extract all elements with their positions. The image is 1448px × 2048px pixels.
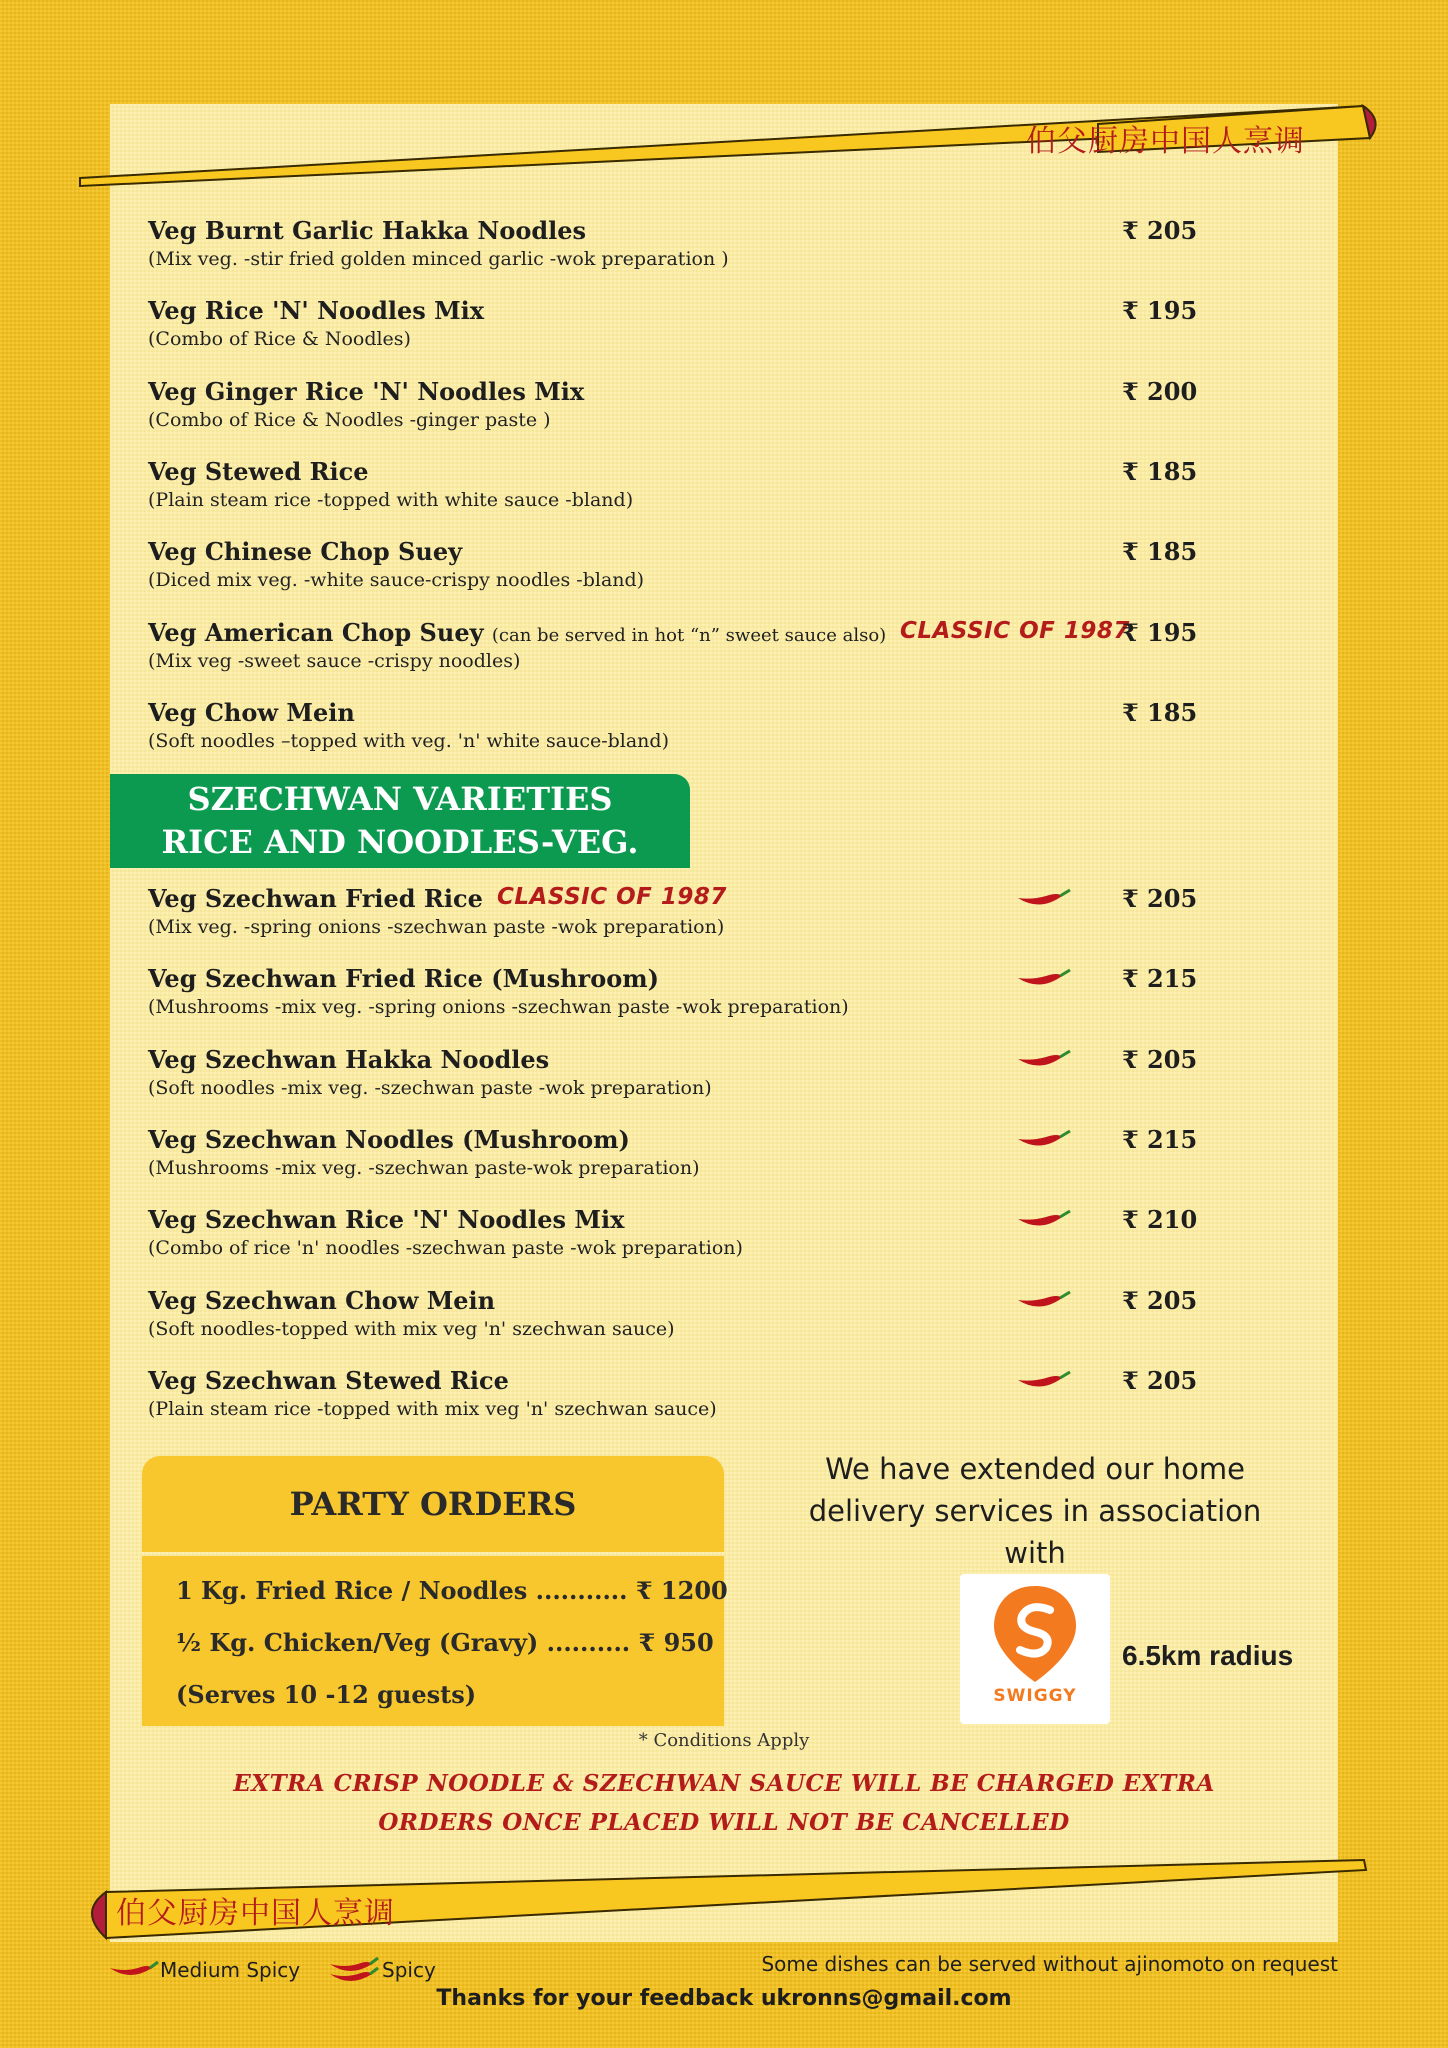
item-price: ₹ 215 (1122, 1124, 1198, 1154)
item-price: ₹ 210 (1122, 1205, 1198, 1235)
item-description: (Mix veg -sweet sauce -crispy noodles) (148, 649, 521, 672)
item-description: (Soft noodles –topped with veg. 'n' white sauce-bland) (148, 729, 669, 752)
item-price: ₹ 205 (1122, 884, 1198, 913)
item-description: (Mix veg. -stir fried golden minced garlic -wok preparation ) (148, 248, 729, 270)
item-price: ₹ 205 (1122, 216, 1198, 245)
item-price: ₹ 200 (1122, 376, 1198, 406)
chili-icon (1016, 1290, 1072, 1314)
chili-icon (1016, 1370, 1072, 1394)
item-name: Veg Stewed Rice (148, 456, 369, 486)
chili-icon (1016, 888, 1072, 912)
legend-medium-spicy: Medium Spicy (160, 1958, 301, 1982)
menu-item (148, 216, 1198, 280)
menu-item (148, 537, 1198, 601)
classic-badge: CLASSIC OF 1987 (900, 617, 1130, 644)
item-price: ₹ 195 (1122, 617, 1198, 647)
feedback-note: Thanks for your feedback ukronns@gmail.com (436, 1986, 1012, 2011)
item-price: ₹ 205 (1122, 1285, 1198, 1315)
item-price: ₹ 195 (1122, 296, 1198, 326)
item-name: Veg Rice 'N' Noodles Mix (148, 296, 485, 326)
section-banner-szechwan (110, 774, 690, 868)
item-name: Veg Szechwan Fried Rice (Mushroom) (148, 964, 659, 994)
item-description: (Mix veg. -spring onions -szechwan paste -wok preparation) (148, 916, 725, 938)
item-description: (Combo of Rice & Noodles) (148, 328, 411, 351)
item-name: Veg Szechwan Chow Mein (148, 1285, 496, 1315)
swiggy-pin-icon (960, 1574, 1110, 1684)
menu-item (148, 964, 1198, 1028)
item-name: Veg Ginger Rice 'N' Noodles Mix (148, 376, 585, 406)
item-name: Veg Szechwan Noodles (Mushroom) (148, 1124, 630, 1154)
menu-item (148, 1125, 1198, 1189)
menu-item (148, 1045, 1198, 1109)
item-price: ₹ 185 (1122, 456, 1198, 486)
item-price: ₹ 215 (1122, 964, 1198, 994)
item-description: (Soft noodles-topped with mix veg 'n' szechwan sauce) (148, 1317, 675, 1340)
item-name: Veg Szechwan Rice 'N' Noodles Mix (148, 1205, 625, 1235)
chili-icon (1016, 1049, 1072, 1073)
legend-spicy: Spicy (382, 1958, 436, 1982)
item-name: Veg Chow Mein (148, 697, 355, 727)
menu-item (148, 1205, 1198, 1269)
footer-chinese-title: 伯父厨房中国人烹调 (116, 1896, 395, 1931)
section-title-line1: SZECHWAN VARIETIES (187, 780, 613, 818)
item-name: Veg Burnt Garlic Hakka Noodles (148, 216, 587, 245)
item-description: (Soft noodles -mix veg. -szechwan paste -wok preparation) (148, 1076, 712, 1099)
menu-item (148, 698, 1198, 762)
chili-icon (1016, 968, 1072, 992)
party-orders-body (142, 1556, 728, 1726)
item-name: Veg Szechwan Stewed Rice (148, 1365, 509, 1395)
conditions-note: * Conditions Apply (638, 1730, 810, 1751)
menu-item (148, 1366, 1198, 1430)
item-description: (Diced mix veg. -white sauce-crispy noodles -bland) (148, 569, 645, 592)
item-description: (Mushrooms -mix veg. -szechwan paste-wok preparation) (148, 1156, 700, 1179)
menu-item (148, 618, 1198, 682)
swiggy-logo (960, 1574, 1110, 1724)
menu-item (148, 377, 1198, 441)
menu-item (148, 884, 1198, 948)
ajinomoto-note: Some dishes can be served without ajinomoto on request (761, 1952, 1338, 1976)
party-line-gravy: ½ Kg. Chicken/Veg (Gravy) .......... ₹ 950 (176, 1628, 714, 1657)
item-name: Veg Szechwan Fried Rice (148, 884, 483, 913)
item-note: (can be served in hot “n” sweet sauce also) (491, 624, 887, 646)
party-line-rice: 1 Kg. Fried Rice / Noodles ........... ₹ 1200 (176, 1576, 728, 1605)
delivery-text: We have extended our home delivery services in association with (808, 1452, 1262, 1570)
item-description: (Mushrooms -mix veg. -spring onions -szechwan paste -wok preparation) (148, 996, 849, 1019)
item-description: (Plain steam rice -topped with mix veg 'n' szechwan sauce) (148, 1397, 717, 1420)
notice-extra-charge: EXTRA CRISP NOODLE & SZECHWAN SAUCE WILL BE CHARGED EXTRA (233, 1770, 1215, 1797)
party-line-serves: (Serves 10 -12 guests) (176, 1680, 477, 1709)
chili-icon (1016, 1129, 1072, 1153)
menu-item (148, 296, 1198, 360)
delivery-radius: 6.5km radius (1122, 1640, 1294, 1671)
classic-badge: CLASSIC OF 1987 (497, 884, 727, 910)
item-name: Veg Chinese Chop Suey (148, 537, 463, 567)
menu-item (148, 457, 1198, 521)
chili-icon (1016, 1209, 1072, 1233)
party-orders-box (142, 1456, 728, 1726)
spicy-chili-icon (328, 1954, 380, 1986)
item-name: Veg American Chop Suey (can be served in hot “n” sweet sauce also) (148, 617, 887, 647)
item-description: (Combo of Rice & Noodles -ginger paste ) (148, 408, 551, 431)
item-name: Veg Szechwan Hakka Noodles (148, 1044, 550, 1074)
header-chinese-title: 伯父厨房中国人烹调 (1026, 124, 1305, 159)
section-title-line2: RICE AND NOODLES-VEG. (161, 823, 639, 861)
menu-item (148, 1286, 1198, 1350)
item-description: (Plain steam rice -topped with white sauce -bland) (148, 488, 634, 511)
medium-spicy-chili-icon (108, 1960, 160, 1982)
item-price: ₹ 205 (1122, 1365, 1198, 1395)
swiggy-word: SWIGGY (993, 1686, 1077, 1706)
notice-no-cancel: ORDERS ONCE PLACED WILL NOT BE CANCELLED (378, 1809, 1070, 1836)
item-price: ₹ 205 (1122, 1044, 1198, 1074)
item-price: ₹ 185 (1122, 697, 1198, 727)
item-description: (Combo of rice 'n' noodles -szechwan paste -wok preparation) (148, 1237, 743, 1260)
party-orders-title: PARTY ORDERS (142, 1456, 724, 1552)
item-price: ₹ 185 (1122, 537, 1198, 567)
